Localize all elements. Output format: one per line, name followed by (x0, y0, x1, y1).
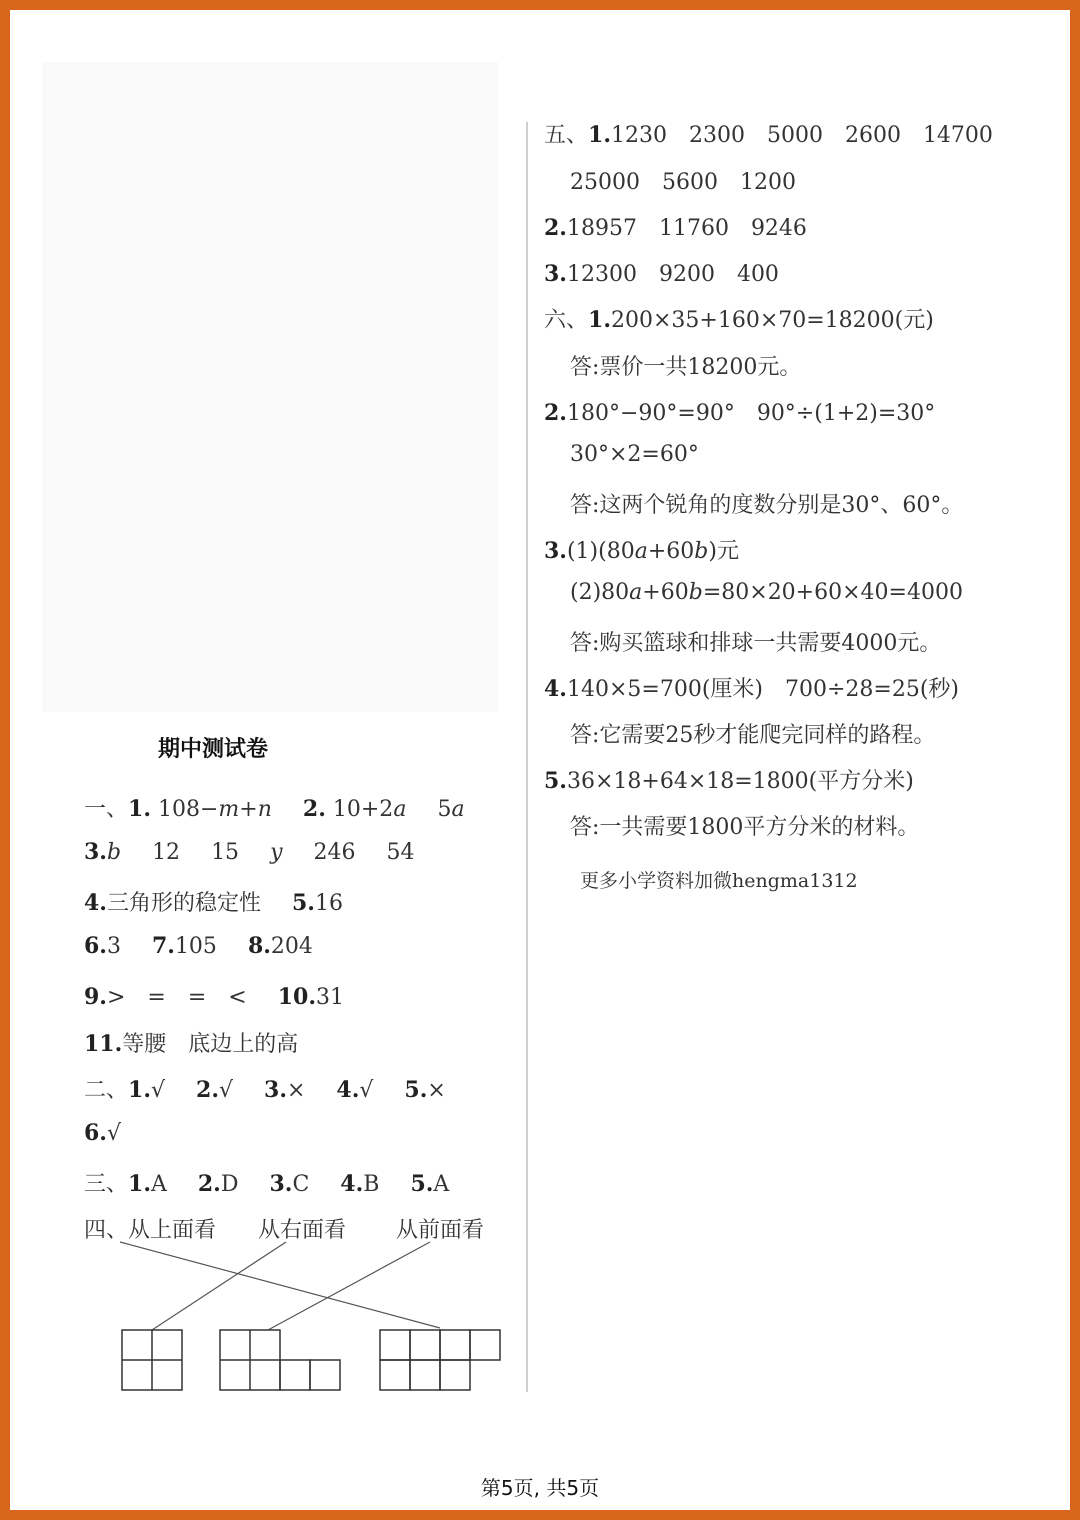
answer-line-6-2b: 30°×2=60° (570, 442, 699, 467)
match-line-3 (268, 1242, 430, 1330)
grid-figure-3 (380, 1330, 500, 1390)
answer-line-1-3: 3.b 12 15 y 246 54 (84, 839, 415, 865)
view-matching-figure (10, 10, 1070, 1510)
page-number: 第5页, 共5页 (480, 1476, 600, 1500)
answer-line-5-2: 2.18957 11760 9246 (544, 215, 807, 241)
answer-line-3: 三、1.A 2.D 3.C 4.B 5.A (84, 1171, 450, 1197)
answer-line-5-1: 五、1.1230 2300 5000 2600 14700 (544, 122, 993, 148)
answer-line-6-4: 4.140×5=700(厘米) 700÷28=25(秒) (544, 676, 959, 702)
answer-line-4-prefix: 四、从上面看 (84, 1218, 217, 1243)
match-line-2 (120, 1242, 440, 1328)
answer-page (10, 10, 1070, 1510)
answer-6-3-reply: 答:购买篮球和排球一共需要4000元。 (570, 631, 942, 656)
view-label-front: 从前面看 (396, 1218, 485, 1243)
answer-6-5-reply: 答:一共需要1800平方分米的材料。 (570, 815, 920, 840)
answer-line-2: 二、1.√ 2.√ 3.× 4.√ 5.× (84, 1077, 446, 1103)
answer-line-1-4: 4.三角形的稳定性 5.16 (84, 890, 343, 916)
promo-note: 更多小学资料加微hengma1312 (580, 870, 858, 892)
answer-line-6-3b: (2)80a+60b=80×20+60×40=4000 (570, 580, 963, 605)
answer-line-1-11: 11.等腰 底边上的高 (84, 1031, 299, 1057)
section-title: 期中测试卷 (158, 737, 269, 762)
answer-line-6-3: 3.(1)(80a+60b)元 (544, 538, 739, 564)
view-label-right: 从右面看 (258, 1218, 347, 1243)
answer-6-4-reply: 答:它需要25秒才能爬完同样的路程。 (570, 723, 936, 748)
answer-line-2-6: 6.√ (84, 1120, 121, 1146)
answer-line-5-1b: 25000 5600 1200 (570, 170, 796, 195)
match-line-1 (152, 1242, 286, 1330)
answer-line-1-6: 6.3 7.105 8.204 (84, 933, 313, 959)
view-label-top: 从上面看 (128, 1218, 217, 1243)
answer-line-6-1: 六、1.200×35+160×70=18200(元) (544, 307, 934, 333)
answer-line-6-2: 2.180°−90°=90° 90°÷(1+2)=30° (544, 400, 936, 426)
answer-line-5-3: 3.12300 9200 400 (544, 261, 779, 287)
answer-line-1-9: 9.> = = < 10.31 (84, 984, 344, 1010)
answer-line-1-1: 一、1. 108−m+n 2. 10+2a 5a (84, 796, 465, 822)
grid-figure-2 (220, 1330, 340, 1390)
answer-6-2-reply: 答:这两个锐角的度数分别是30°、60°。 (570, 493, 964, 518)
grid-figure-1 (122, 1330, 182, 1390)
answer-6-1-reply: 答:票价一共18200元。 (570, 355, 802, 380)
answer-line-6-5: 5.36×18+64×18=1800(平方分米) (544, 768, 914, 794)
